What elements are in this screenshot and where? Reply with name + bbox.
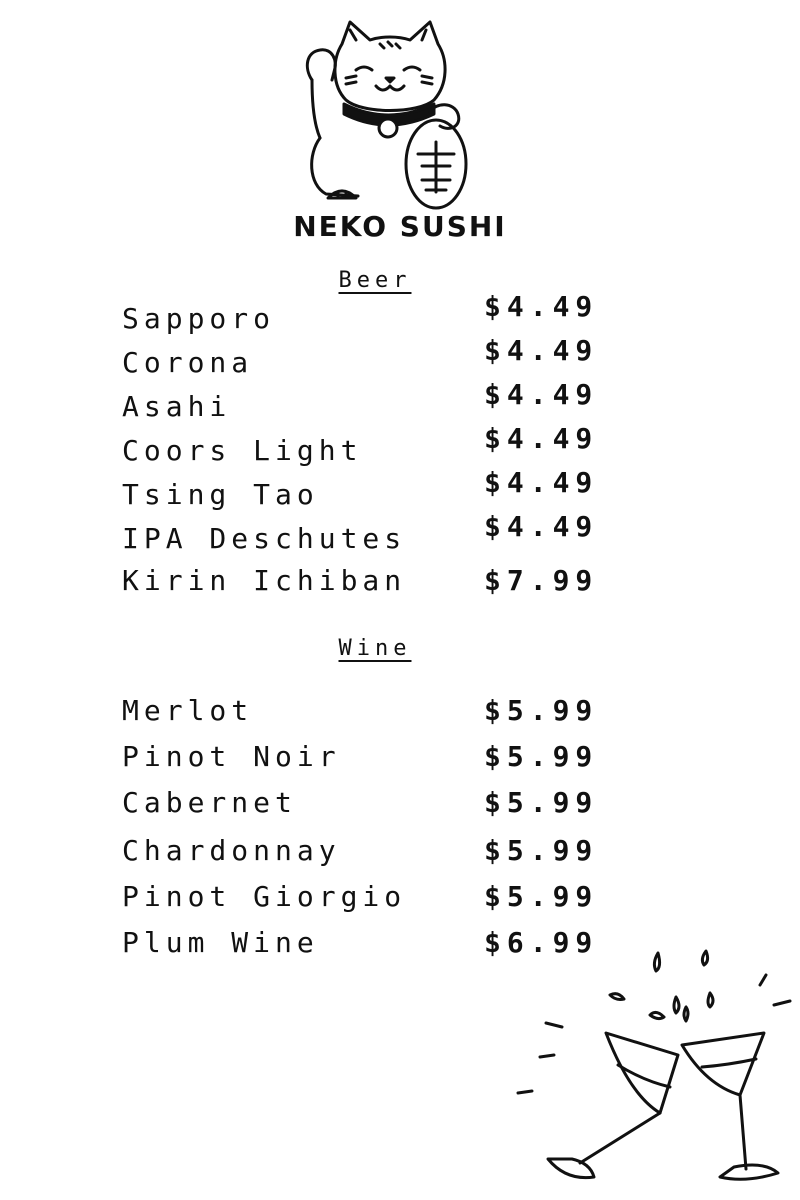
item-name: Kirin Ichiban: [122, 564, 407, 597]
item-price: $7.99: [484, 564, 599, 597]
item-name: Plum Wine: [122, 926, 319, 959]
item-name: Sapporo: [122, 302, 276, 335]
item-name: Asahi: [122, 390, 232, 423]
restaurant-name: NEKO SUSHI: [293, 210, 507, 243]
item-price: $4.49: [484, 422, 599, 455]
item-price: $4.49: [484, 378, 599, 411]
item-name: Cabernet: [122, 786, 297, 819]
section-title-wine: Wine: [338, 636, 412, 661]
item-name: IPA Deschutes: [122, 522, 407, 555]
item-name: Corona: [122, 346, 254, 379]
item-price: $5.99: [484, 694, 599, 727]
wine-glasses-toast-icon: [510, 945, 800, 1195]
item-name: Chardonnay: [122, 834, 341, 867]
item-price: $4.49: [484, 510, 599, 543]
item-name: Coors Light: [122, 434, 363, 467]
lucky-cat-icon: [298, 14, 474, 210]
item-price: $5.99: [484, 786, 599, 819]
item-price: $5.99: [484, 834, 599, 867]
item-price: $4.49: [484, 466, 599, 499]
item-price: $6.99: [484, 926, 599, 959]
item-price: $5.99: [484, 880, 599, 913]
item-price: $5.99: [484, 740, 599, 773]
item-price: $4.49: [484, 334, 599, 367]
item-name: Tsing Tao: [122, 478, 319, 511]
item-price: $4.49: [484, 290, 599, 323]
section-title-beer: Beer: [338, 268, 412, 293]
item-name: Pinot Giorgio: [122, 880, 407, 913]
item-name: Pinot Noir: [122, 740, 341, 773]
item-name: Merlot: [122, 694, 254, 727]
